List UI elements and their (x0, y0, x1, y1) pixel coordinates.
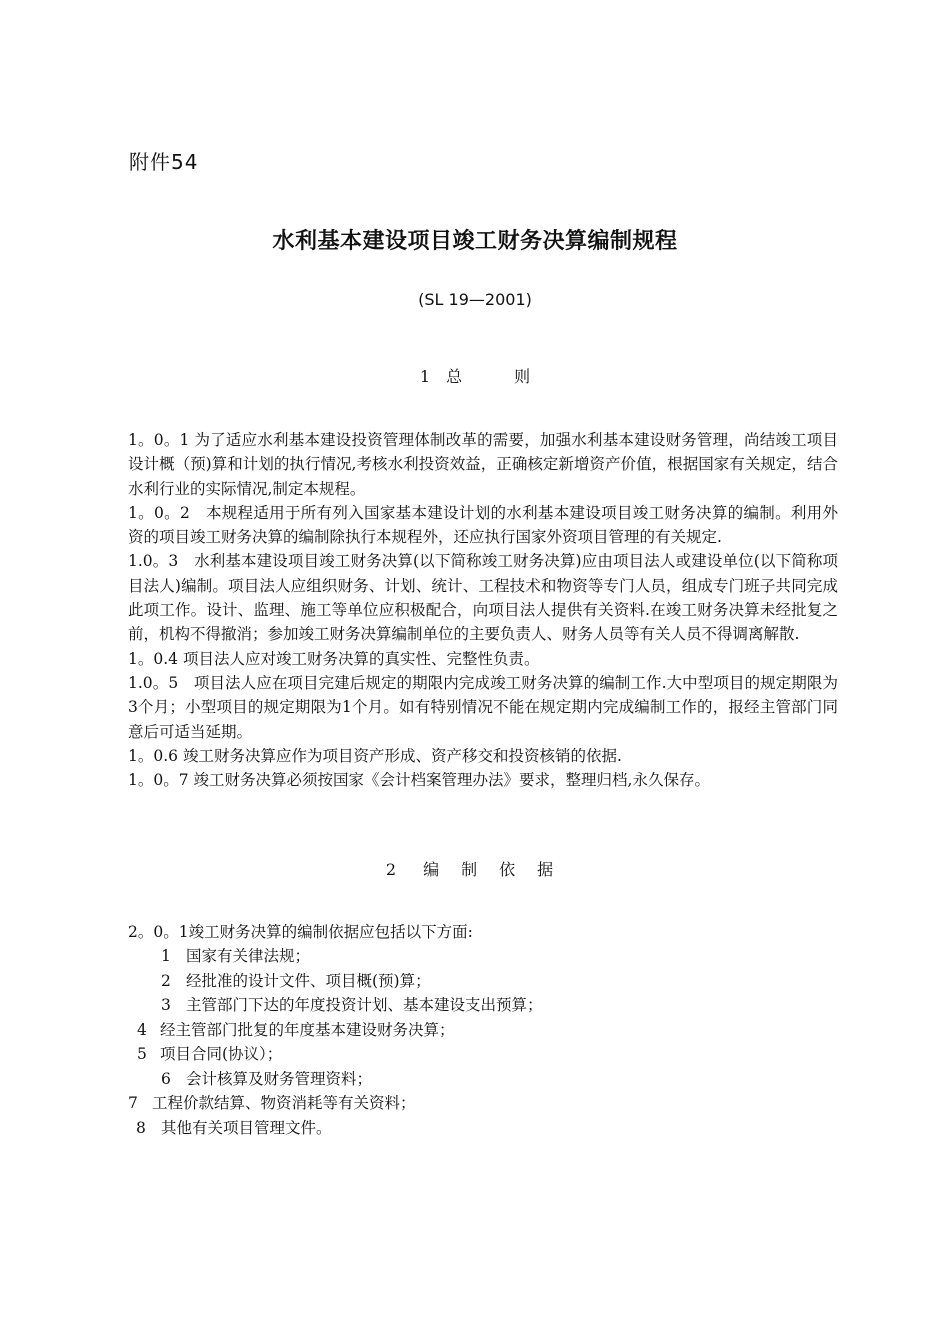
list-item (128, 969, 838, 994)
clause-1-0-5: 1.0。5 项目法人应在项目完建后规定的期限内完成竣工财务决算的编制工作.大中型项目的规定期限为3个月；小型项目的规定期限为1个月。如有特别情况不能在规定期内完成编制工作的，报经主管部门同意后可适当延期。 (128, 673, 838, 741)
document-title: 水利基本建设项目竣工财务决算编制规程 (272, 228, 678, 254)
list-item-number: 8 (136, 1118, 146, 1137)
list-item-text: 项目合同(协议）； (160, 1045, 283, 1064)
section-2-word-3: 依 (499, 860, 516, 879)
list-item-text: 经批准的设计文件、项目概(预)算； (186, 971, 431, 990)
clause-1-0-7: 1。0。7 竣工财务决算必须按国家《会计档案管理办法》要求，整理归档,永久保存。 (128, 771, 710, 790)
list-item-number: 4 (137, 1020, 147, 1039)
list-item (128, 1067, 838, 1092)
list-item (128, 1018, 838, 1043)
list-item-text: 工程价款结算、物资消耗等有关资料； (152, 1094, 416, 1113)
attachment-label: 附件54 (129, 150, 199, 174)
list-item-text: 会计核算及财务管理资料； (186, 1069, 373, 1088)
clause-1-0-4: 1。0.4 项目法人应对竣工财务决算的真实性、完整性负责。 (128, 649, 540, 668)
section-2-heading (0, 857, 950, 880)
list-item (128, 993, 838, 1018)
list-item-number: 2 (161, 971, 171, 990)
section-2-word-2: 制 (461, 860, 478, 879)
clause-2-0-1: 2。0。1竣工财务决算的编制依据应包括以下方面: (128, 923, 473, 941)
section-2-number: 2 (385, 860, 397, 879)
list-item (128, 1042, 838, 1067)
clause-1-0-6: 1。0.6 竣工财务决算应作为项目资产形成、资产移交和投资核销的依据. (128, 746, 622, 765)
section-1-word-2: 则 (514, 367, 531, 386)
list-item-text: 主管部门下达的年度投资计划、基本建设支出预算； (186, 996, 543, 1015)
clause-1-0-3: 1.0。3 水利基本建设项目竣工财务决算(以下简称竣工财务决算)应由项目法人或建设单位(以下简称项目法人)编制。项目法人应组织财务、计划、统计、工程技术和物资等专门人员，组成专门班子共同完成此项工作。设计、监理、施工等单位应积极配合，向项目法人提供有关资料.在竣工财务决算未经批复之前，机构不得撤消；参加竣工财务决算编制单位的主要负责人、财务人员等有关人员不得调离解散. (128, 552, 839, 644)
section-1-body (128, 428, 838, 792)
section-2-body (128, 920, 838, 1140)
list-item-text: 国家有关律法规； (186, 947, 311, 966)
list-item-text: 经主管部门批复的年度基本建设财务决算； (160, 1020, 455, 1039)
list-item (128, 944, 838, 969)
section-1-heading (0, 364, 950, 387)
section-2-word-4: 据 (537, 860, 554, 879)
list-item-text: 其他有关项目管理文件。 (161, 1118, 332, 1137)
list-item-number: 6 (161, 1069, 171, 1088)
section-1-number: 1 (419, 367, 431, 386)
list-item-number: 5 (137, 1045, 147, 1064)
list-item (128, 1091, 838, 1116)
clause-1-0-2: 1。0。2 本规程适用于所有列入国家基本建设计划的水利基本建设项目竣工财务决算的编制。利用外资的项目竣工财务决算的编制除执行本规程外，还应执行国家外资项目管理的有关规定. (128, 503, 838, 547)
list-item-number: 7 (128, 1094, 138, 1113)
standard-code: (SL 19—2001) (418, 290, 532, 309)
clause-1-0-1: 1。0。1 为了适应水利基本建设投资管理体制改革的需要，加强水利基本建设财务管理，尚结竣工项目设计概（预)算和计划的执行情况,考核水利投资效益，正确核定新增资产价值，根据国家有关规定，结合水利行业的实际情况,制定本规程。 (128, 431, 838, 498)
section-1-word-1: 总 (446, 367, 463, 386)
section-2-word-1: 编 (423, 860, 440, 879)
list-item-number: 3 (161, 996, 171, 1015)
list-item-number: 1 (161, 947, 171, 966)
list-item (128, 1116, 838, 1141)
